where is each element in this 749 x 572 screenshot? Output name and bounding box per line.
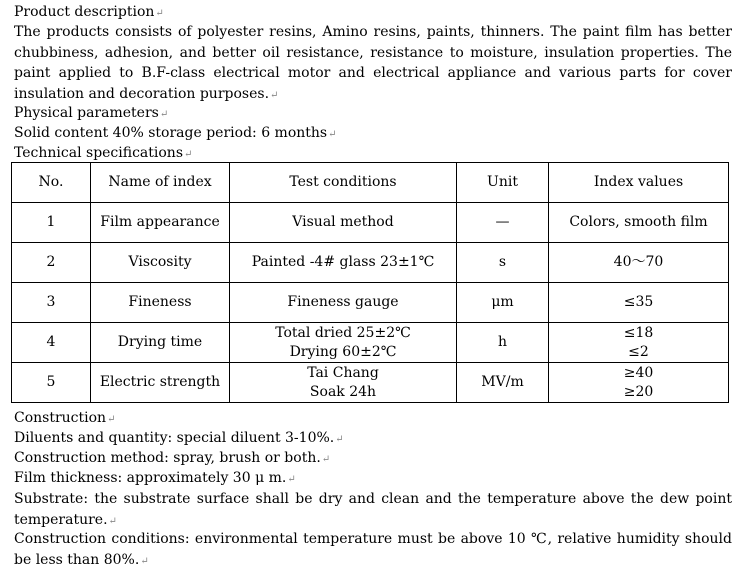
method-line: Construction method: spray, brush or both.↵ [14, 450, 331, 466]
paragraph-mark: ↵ [184, 149, 193, 160]
column-header-index-values: Index values [549, 163, 729, 203]
cell-conditions: Painted -4# glass 23±1℃ [230, 243, 457, 283]
cell-unit: MV/m [457, 363, 549, 403]
diluents-line: Diluents and quantity: special diluent 3-10%.↵ [14, 430, 344, 446]
cell-conditions [230, 363, 457, 403]
paragraph-mark: ↵ [108, 515, 117, 527]
technical-specifications-heading: Technical specifications↵ [14, 145, 193, 161]
paragraph-mark: ↵ [287, 474, 296, 485]
paragraph-mark: ↵ [328, 129, 337, 140]
column-header-test-conditions: Test conditions [230, 163, 457, 203]
cell-values [549, 363, 729, 403]
value-line: ≤2 [628, 343, 649, 360]
cell-unit: — [457, 203, 549, 243]
cell-values: 40～70 [549, 243, 729, 283]
conditions-paragraph: Construction conditions: environmental temperature must be above 10 ℃, relative humidity should be less than 80%.↵ [14, 531, 732, 568]
physical-parameters-heading: Physical parameters↵ [14, 105, 169, 121]
value-line: ≥20 [623, 383, 654, 400]
table-row [12, 283, 729, 323]
paragraph-mark: ↵ [140, 555, 149, 567]
cell-name: Film appearance [91, 203, 230, 243]
cell-values: ≤35 [549, 283, 729, 323]
cell-unit: h [457, 323, 549, 363]
thickness-line: Film thickness: approximately 30 μ m.↵ [14, 470, 296, 486]
cell-no: 1 [12, 203, 91, 243]
condition-line: Drying 60±2℃ [289, 343, 397, 360]
substrate-paragraph: Substrate: the substrate surface shall be dry and clean and the temperature above the dew point temperature.↵ [14, 491, 732, 528]
cell-values: Colors, smooth film [549, 203, 729, 243]
condition-line: Tai Chang [307, 364, 379, 381]
column-header-name: Name of index [91, 163, 230, 203]
product-description-heading: Product description↵ [14, 4, 164, 20]
cell-no: 4 [12, 323, 91, 363]
cell-name: Drying time [91, 323, 230, 363]
column-header-no: No. [12, 163, 91, 203]
column-header-unit: Unit [457, 163, 549, 203]
table-row [12, 323, 729, 363]
table-row [12, 203, 729, 243]
paragraph-mark: ↵ [270, 89, 279, 101]
cell-no: 2 [12, 243, 91, 283]
paragraph-mark: ↵ [107, 414, 116, 425]
cell-no: 3 [12, 283, 91, 323]
product-description-body: The products consists of polyester resins, Amino resins, paints, thinners. The paint film has better chubbiness, adhesion, and better oil resistance, resistance to moisture, insulation properties. The paint applied to B.F-class electrical motor and electrical appliance and various parts for cover insulation and decoration purposes.↵ [14, 24, 732, 102]
cell-unit: μm [457, 283, 549, 323]
value-line: ≤18 [623, 324, 654, 341]
cell-name: Electric strength [91, 363, 230, 403]
cell-unit: s [457, 243, 549, 283]
construction-heading: Construction↵ [14, 410, 116, 426]
condition-line: Soak 24h [309, 383, 377, 400]
value-line: ≥40 [623, 364, 654, 381]
cell-values [549, 323, 729, 363]
paragraph-mark: ↵ [155, 8, 164, 19]
cell-conditions: Fineness gauge [230, 283, 457, 323]
table-row [12, 363, 729, 403]
specifications-table [11, 162, 729, 403]
paragraph-mark: ↵ [159, 109, 169, 120]
paragraph-mark: ↵ [335, 434, 344, 445]
cell-name: Viscosity [91, 243, 230, 283]
condition-line: Total dried 25±2℃ [275, 324, 411, 341]
cell-no: 5 [12, 363, 91, 403]
paragraph-mark: ↵ [321, 454, 331, 465]
solid-content-line: Solid content 40% storage period: 6 months↵ [14, 125, 337, 141]
table-row [12, 243, 729, 283]
cell-conditions: Visual method [230, 203, 457, 243]
table-header-row [12, 163, 729, 203]
cell-conditions [230, 323, 457, 363]
cell-name: Fineness [91, 283, 230, 323]
